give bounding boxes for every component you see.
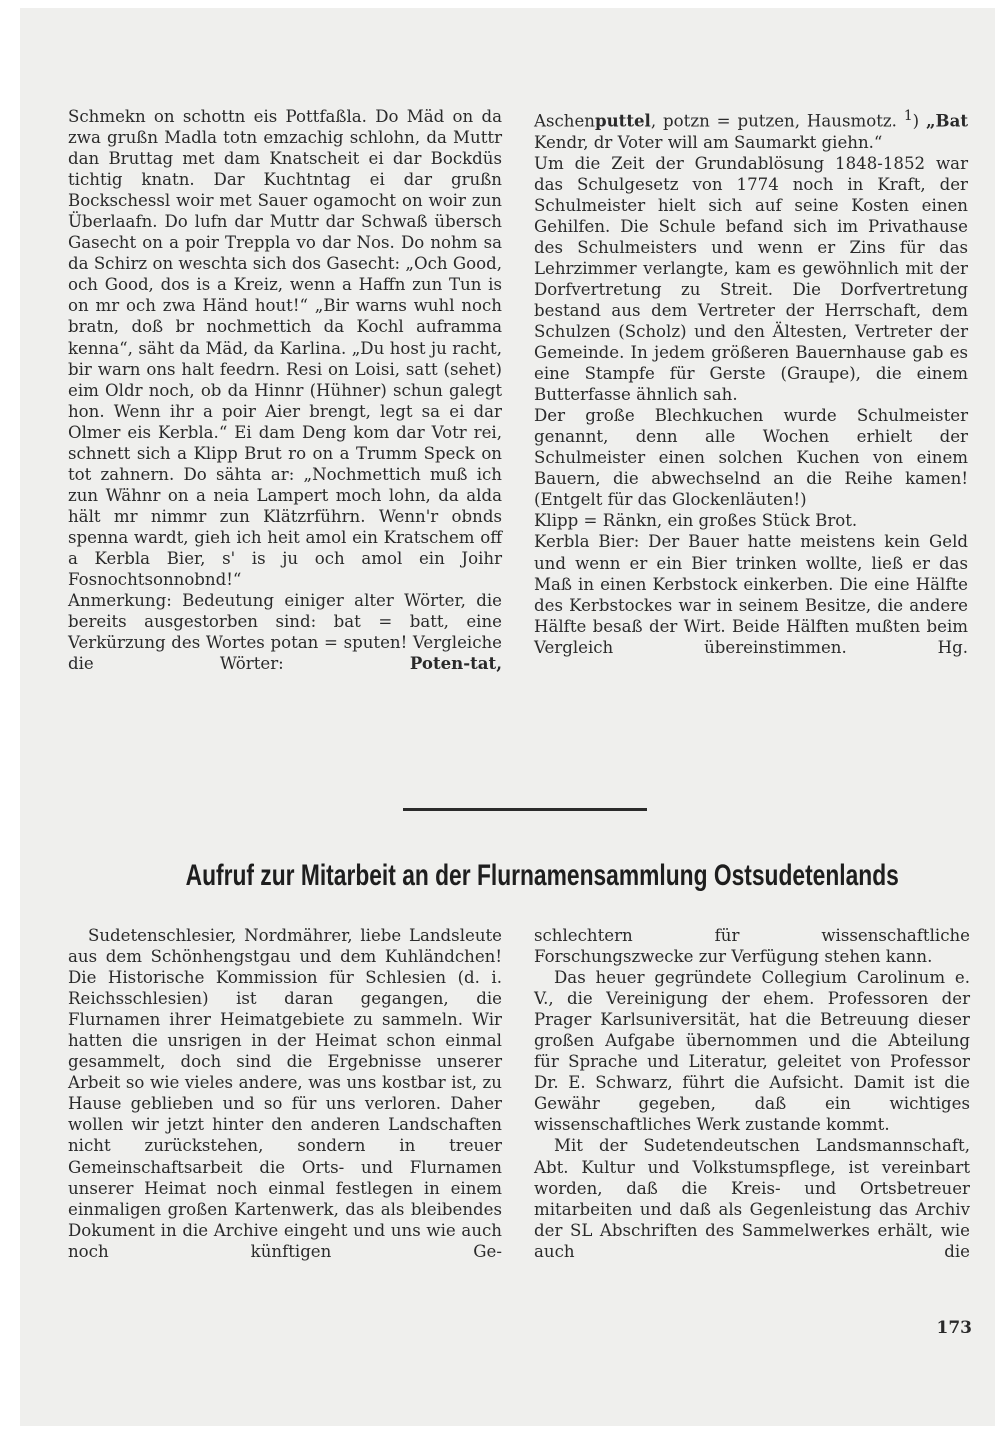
page-number: 173 bbox=[936, 1318, 972, 1338]
annotation-continuation: Aschenputtel, potzn = putzen, Hausmotz. $^1$) „Bat Kendr, dr Voter will am Saumarkt giehn.“ bbox=[534, 108, 969, 152]
appeal-paragraph: Sudetenschlesier, Nordmährer, liebe Landsleute aus dem Schönhengstgau und dem Kuhländchen! Die Historische Kommission für Schlesien (d. i. Reichsschlesien) ist daran gegangen, die Flurnamen ihrer Heimatgebiete zu sammeln. Wir hatten die unsrigen in der Heimat schon einmal gesammelt, doch sind die Ergebnisse unserer Arbeit so wie vieles andere, was uns kostbar ist, zu Hause geblieben und so für uns verloren. Daher wollen wir jetzt hinter den anderen Landschaften nicht zurückstehen, sondern in treuer Gemeinschaftsarbeit die Orts- und Flurnamen unserer Heimat noch einmal festlegen in einem einmaligen großen Kartenwerk, das als bleibendes Dokument in die Archive eingeht und uns wie auch noch künftigen Ge- bbox=[68, 926, 502, 1261]
section-divider bbox=[403, 808, 647, 811]
annotation-paragraph bbox=[68, 590, 502, 674]
footnote-marker: 1 bbox=[903, 108, 913, 124]
appeal-right-column bbox=[534, 925, 970, 1262]
landsmannschaft-paragraph: Mit der Sudetendeutschen Landsmannschaft, Abt. Kultur und Volkstumspflege, ist vereinbart worden, daß die Kreis- und Ortsbetreuer mitarbeiten und daß als Gegenleistung das Archiv der SL Abschriften des Sammelwerkes erhält, wie auch die bbox=[534, 1136, 970, 1261]
annotation-continuation-column bbox=[534, 106, 968, 658]
collegium-paragraph: Das heuer gegründete Collegium Carolinum e. V., die Vereinigung der ehem. Professoren der Prager Karlsuniversität, hat die Betreuung dieser großen Aufgabe übernommen und die Abteilung für Sprache und Literatur, geleitet von Professor Dr. E. Schwarz, führt die Aufsicht. Damit ist die Gewähr gegeben, daß ein wichtiges wissenschaftliches Werk zustande kommt. bbox=[534, 968, 970, 1135]
blechkuchen-paragraph: Der große Blechkuchen wurde Schulmeister genannt, denn alle Wochen erhielt der Schulmeister einen solchen Kuchen von einem Bauern, die abwechselnd an die Reihe kamen! (Entgelt für das Glockenläuten!) bbox=[534, 406, 968, 510]
poten-word: Poten-tat, bbox=[409, 653, 502, 674]
appeal-left-column bbox=[68, 925, 502, 1262]
dialect-story-column bbox=[68, 106, 502, 674]
annotation-text: Anmerkung: Bedeutung einiger alter Wörter, die bereits ausgestorben sind: bat = batt, eine Verkürzung des Wortes potan = sputen! Vergleiche die Wörter: bbox=[68, 591, 502, 674]
dialect-story-paragraph: Schmekn on schottn eis Pottfaßla. Do Mäd on da zwa grußn Madla totn emzachig schlohn, da Muttr dan Bruttag met dam Knatscheit ei dar Bockdüs tichtig knatn. Dar Kuchtntag ei dar grußn Bockschessl woir met Sauer ogamocht on woir zun Überlaafn. Do lufn dar Muttr dar Schwaß übersch Gasecht on a poir Treppla vo dar Nos. Do nohm sa da Schirz on weschta sich dos Gasecht: „Och Good, och Good, dos is a Kreiz, wenn a Haffn zun Tun is on mr och zwa Händ hout!“ „Bir warns wuhl noch bratn, doß br nochmettich da Kochl auframma kenna“, säht da Mäd, da Karlina. „Du host ju racht, bir warn ons halt feedrn. Resi on Loisi, satt (sehet) eim Oldr noch, ob da Hinnr (Hühner) schun galegt hon. Wenn ihr a poir Aier brengt, legt sa ei dar Olmer eis Kerbla.“ Ei dam Deng kom dar Votr rei, schnett sich a Klipp Brut ro on a Trumm Speck on tot zahnern. Do sähta ar: „Nochmettich muß ich zun Wähnr on a neia Lampert moch lohn, da alda hält mr nimmr zun Klätzrführn. Wenn'r obnds spenna wardt, gieh ich heit amol ein Kratschem off a Kerbla Bier, s' is ju och amol ein Joihr Fosnochtsonnobnd!“ bbox=[68, 107, 502, 590]
article-heading: Aufruf zur Mitarbeit an der Flurnamensammlung Ostsudetenlands bbox=[185, 859, 899, 892]
puttel-word: puttel bbox=[595, 110, 651, 131]
school-history-paragraph: Um die Zeit der Grundablösung 1848-1852 war das Schulgesetz von 1774 noch in Kraft, der Schulmeister hielt sich auf seine Kosten einen Gehilfen. Die Schule befand sich im Privathause des Schulmeisters und wenn er Zins für das Lehrzimmer verlangte, kam es gewöhnlich mit der Dorfvertretung zu Streit. Die Dorfvertretung bestand aus dem Vertreter der Herrschaft, dem Schulzen (Scholz) und den Ältesten, Vertreter der Gemeinde. In jedem größeren Bauernhause gab es eine Stampfe für Gerste (Graupe), die einem Butterfasse ähnlich sah. bbox=[534, 153, 968, 405]
appeal-continuation: schlechtern für wissenschaftliche Forschungszwecke zur Verfügung stehen kann. bbox=[534, 926, 970, 967]
document-page bbox=[20, 8, 995, 1426]
kerbla-bier-paragraph: Kerbla Bier: Der Bauer hatte meistens kein Geld und wenn er ein Bier trinken wollte, ließ er das Maß in einen Kerbstock einkerben. Die eine Hälfte des Kerbstockes war in seinem Besitze, die andere Hälfte besaß der Wirt. Beide Hälften mußten beim Vergleich übereinstimmen. Hg. bbox=[534, 532, 968, 657]
bat-word: „Bat bbox=[926, 110, 969, 131]
klipp-paragraph: Klipp = Ränkn, ein großes Stück Brot. bbox=[534, 511, 858, 531]
